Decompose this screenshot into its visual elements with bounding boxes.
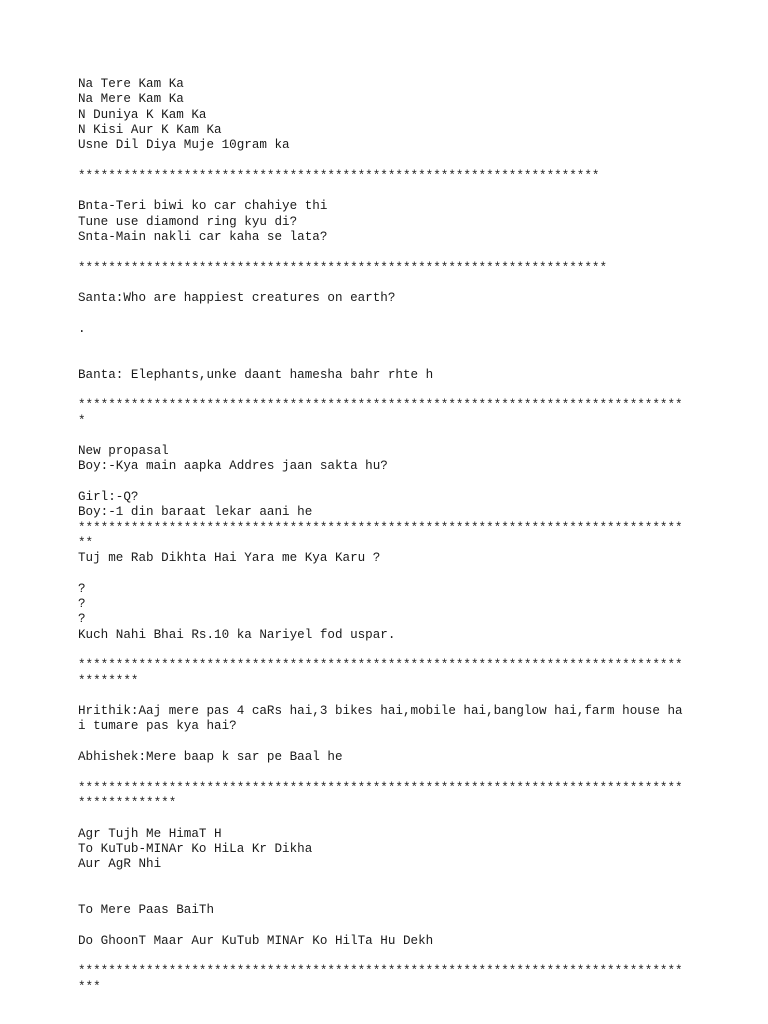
separator-line: ******** (78, 673, 139, 688)
text-line: Girl:-Q? (78, 490, 139, 505)
text-line: N Duniya K Kam Ka (78, 107, 207, 122)
blank-line (78, 475, 758, 490)
blank-line (78, 918, 758, 933)
text-line: Aur AgR Nhi (78, 857, 162, 872)
blank-line (78, 872, 758, 887)
blank-line (78, 245, 758, 260)
text-line: Usne Dil Diya Muje 10gram ka (78, 138, 290, 153)
text-line: Abhishek:Mere baap k sar pe Baal he (78, 750, 343, 765)
text-line: Tuj me Rab Dikhta Hai Yara me Kya Karu ? (78, 551, 381, 566)
text-line: To Mere Paas BaiTh (78, 903, 215, 918)
text-line: Agr Tujh Me HimaT H (78, 826, 222, 841)
text-line: N Kisi Aur K Kam Ka (78, 122, 222, 137)
text-line: . (78, 321, 86, 336)
text-line: ? (78, 612, 86, 627)
separator-line: ** (78, 535, 94, 550)
text-line: ? (78, 597, 86, 612)
blank-line (78, 888, 758, 903)
text-line: Santa:Who are happiest creatures on earth? (78, 291, 396, 306)
blank-line (78, 567, 758, 582)
separator-line: ********************************************************************* (78, 168, 600, 183)
separator-line: ******************************************************************************** (78, 964, 683, 979)
blank-line (78, 184, 758, 199)
text-line: To KuTub-MINAr Ko HiLa Kr Dikha (78, 841, 313, 856)
blank-line (78, 352, 758, 367)
separator-line: ********************************************************************** (78, 260, 608, 275)
separator-line: ******************************************************************************** (78, 398, 683, 413)
blank-line (78, 811, 758, 826)
text-line: Hrithik:Aaj mere pas 4 caRs hai,3 bikes hai,mobile hai,banglow hai,farm house ha (78, 704, 683, 719)
blank-line (78, 643, 758, 658)
text-line: Do GhoonT Maar Aur KuTub MINAr Ko HilTa Hu Dekh (78, 933, 434, 948)
text-line: Na Tere Kam Ka (78, 77, 184, 91)
text-line: Tune use diamond ring kyu di? (78, 214, 298, 229)
blank-line (78, 735, 758, 750)
text-line: Boy:-1 din baraat lekar aani he (78, 505, 313, 520)
text-line: Boy:-Kya main aapka Addres jaan sakta hu? (78, 459, 388, 474)
text-line: New propasal (78, 444, 169, 459)
blank-line (78, 765, 758, 780)
document-page (78, 77, 758, 995)
text-line: ? (78, 581, 86, 596)
separator-line: ************* (78, 795, 177, 810)
blank-line (78, 383, 758, 398)
separator-line: ******************************************************************************** (78, 780, 683, 795)
text-line: Kuch Nahi Bhai Rs.10 ka Nariyel fod uspar. (78, 627, 396, 642)
blank-line (78, 337, 758, 352)
blank-line (78, 949, 758, 964)
separator-line: * (78, 413, 86, 428)
separator-line: ******************************************************************************** (78, 658, 683, 673)
separator-line: ******************************************************************************** (78, 520, 683, 535)
text-line: Banta: Elephants,unke daant hamesha bahr rhte h (78, 367, 434, 382)
separator-line: *** (78, 979, 101, 994)
text-line: Na Mere Kam Ka (78, 92, 184, 107)
blank-line (78, 306, 758, 321)
blank-line (78, 689, 758, 704)
text-line: i tumare pas kya hai? (78, 719, 237, 734)
text-line: Bnta-Teri biwi ko car chahiye thi (78, 199, 328, 214)
blank-line (78, 276, 758, 291)
blank-line (78, 429, 758, 444)
blank-line (78, 153, 758, 168)
text-line: Snta-Main nakli car kaha se lata? (78, 229, 328, 244)
